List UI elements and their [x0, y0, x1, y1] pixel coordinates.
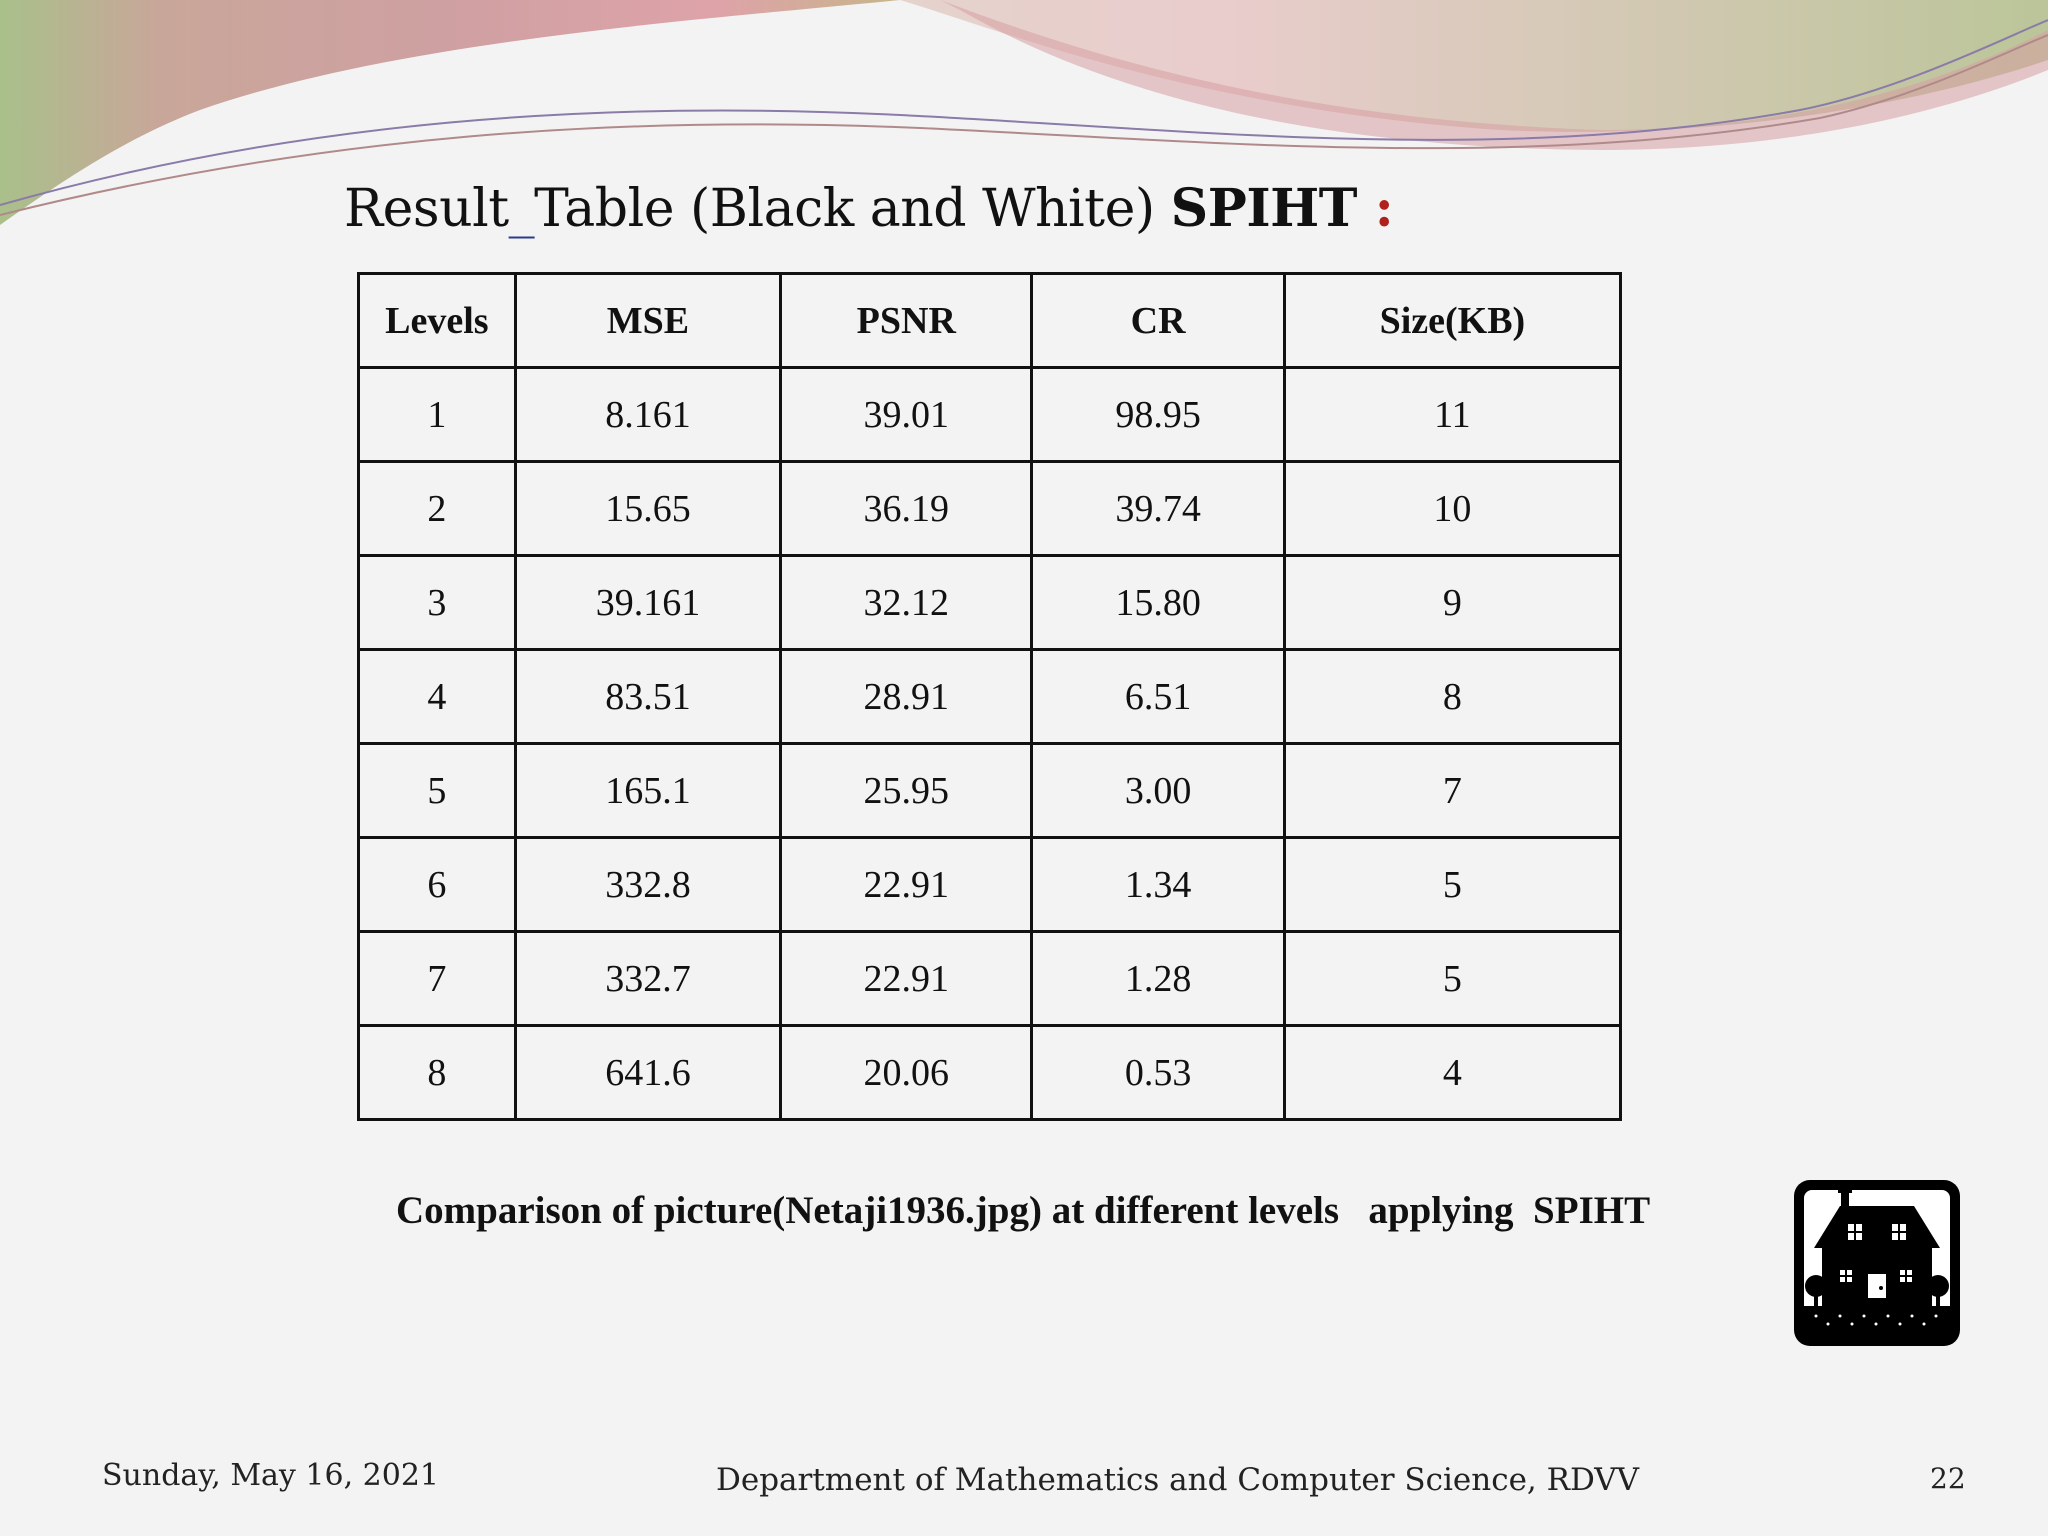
- title-bold: SPIHT: [1170, 178, 1357, 239]
- cell-mse: 332.8: [515, 838, 780, 932]
- cell-psnr: 20.06: [781, 1026, 1032, 1120]
- header-levels: Levels: [359, 274, 516, 368]
- cell-level: 7: [359, 932, 516, 1026]
- cell-cr: 1.34: [1032, 838, 1284, 932]
- header-mse: MSE: [515, 274, 780, 368]
- table-row: [359, 650, 1621, 744]
- cell-level: 4: [359, 650, 516, 744]
- table-row: [359, 932, 1621, 1026]
- cell-cr: 39.74: [1032, 462, 1284, 556]
- cell-mse: 332.7: [515, 932, 780, 1026]
- cell-cr: 1.28: [1032, 932, 1284, 1026]
- table-row: [359, 556, 1621, 650]
- cell-psnr: 28.91: [781, 650, 1032, 744]
- cell-psnr: 39.01: [781, 368, 1032, 462]
- cell-mse: 83.51: [515, 650, 780, 744]
- slide-title: [344, 178, 1393, 239]
- cell-mse: 641.6: [515, 1026, 780, 1120]
- table-row: [359, 744, 1621, 838]
- cell-level: 3: [359, 556, 516, 650]
- home-icon: [1792, 1178, 1962, 1348]
- cell-cr: 0.53: [1032, 1026, 1284, 1120]
- title-colon: :: [1356, 178, 1394, 239]
- cell-size: 11: [1284, 368, 1620, 462]
- cell-cr: 3.00: [1032, 744, 1284, 838]
- cell-size: 7: [1284, 744, 1620, 838]
- table-row: [359, 1026, 1621, 1120]
- header-cr: CR: [1032, 274, 1284, 368]
- cell-mse: 39.161: [515, 556, 780, 650]
- cell-size: 5: [1284, 838, 1620, 932]
- cell-level: 1: [359, 368, 516, 462]
- footer-date: Sunday, May 16, 2021: [102, 1458, 440, 1493]
- cell-cr: 98.95: [1032, 368, 1284, 462]
- header-size: Size(KB): [1284, 274, 1620, 368]
- footer-page-number: 22: [1930, 1462, 1966, 1495]
- title-underscore: _: [508, 179, 535, 239]
- cell-size: 8: [1284, 650, 1620, 744]
- cell-size: 9: [1284, 556, 1620, 650]
- header-psnr: PSNR: [781, 274, 1032, 368]
- cell-level: 6: [359, 838, 516, 932]
- cell-level: 5: [359, 744, 516, 838]
- table-row: [359, 368, 1621, 462]
- cell-mse: 8.161: [515, 368, 780, 462]
- cell-psnr: 25.95: [781, 744, 1032, 838]
- table-caption: Comparison of picture(Netaji1936.jpg) at different levels applying SPIHT: [396, 1189, 1651, 1232]
- cell-psnr: 36.19: [781, 462, 1032, 556]
- cell-size: 4: [1284, 1026, 1620, 1120]
- footer-department: Department of Mathematics and Computer Science, RDVV: [716, 1462, 1640, 1498]
- title-part2: Table (Black and White): [534, 179, 1171, 239]
- table-row: [359, 462, 1621, 556]
- cell-mse: 165.1: [515, 744, 780, 838]
- cell-size: 10: [1284, 462, 1620, 556]
- table-row: [359, 838, 1621, 932]
- cell-psnr: 22.91: [781, 932, 1032, 1026]
- cell-level: 2: [359, 462, 516, 556]
- home-button[interactable]: [1792, 1178, 1962, 1348]
- cell-level: 8: [359, 1026, 516, 1120]
- cell-size: 5: [1284, 932, 1620, 1026]
- table-header-row: [359, 274, 1621, 368]
- cell-psnr: 22.91: [781, 838, 1032, 932]
- cell-cr: 6.51: [1032, 650, 1284, 744]
- cell-cr: 15.80: [1032, 556, 1284, 650]
- results-table: [357, 272, 1622, 1121]
- cell-psnr: 32.12: [781, 556, 1032, 650]
- cell-mse: 15.65: [515, 462, 780, 556]
- title-part1: Result: [344, 179, 509, 239]
